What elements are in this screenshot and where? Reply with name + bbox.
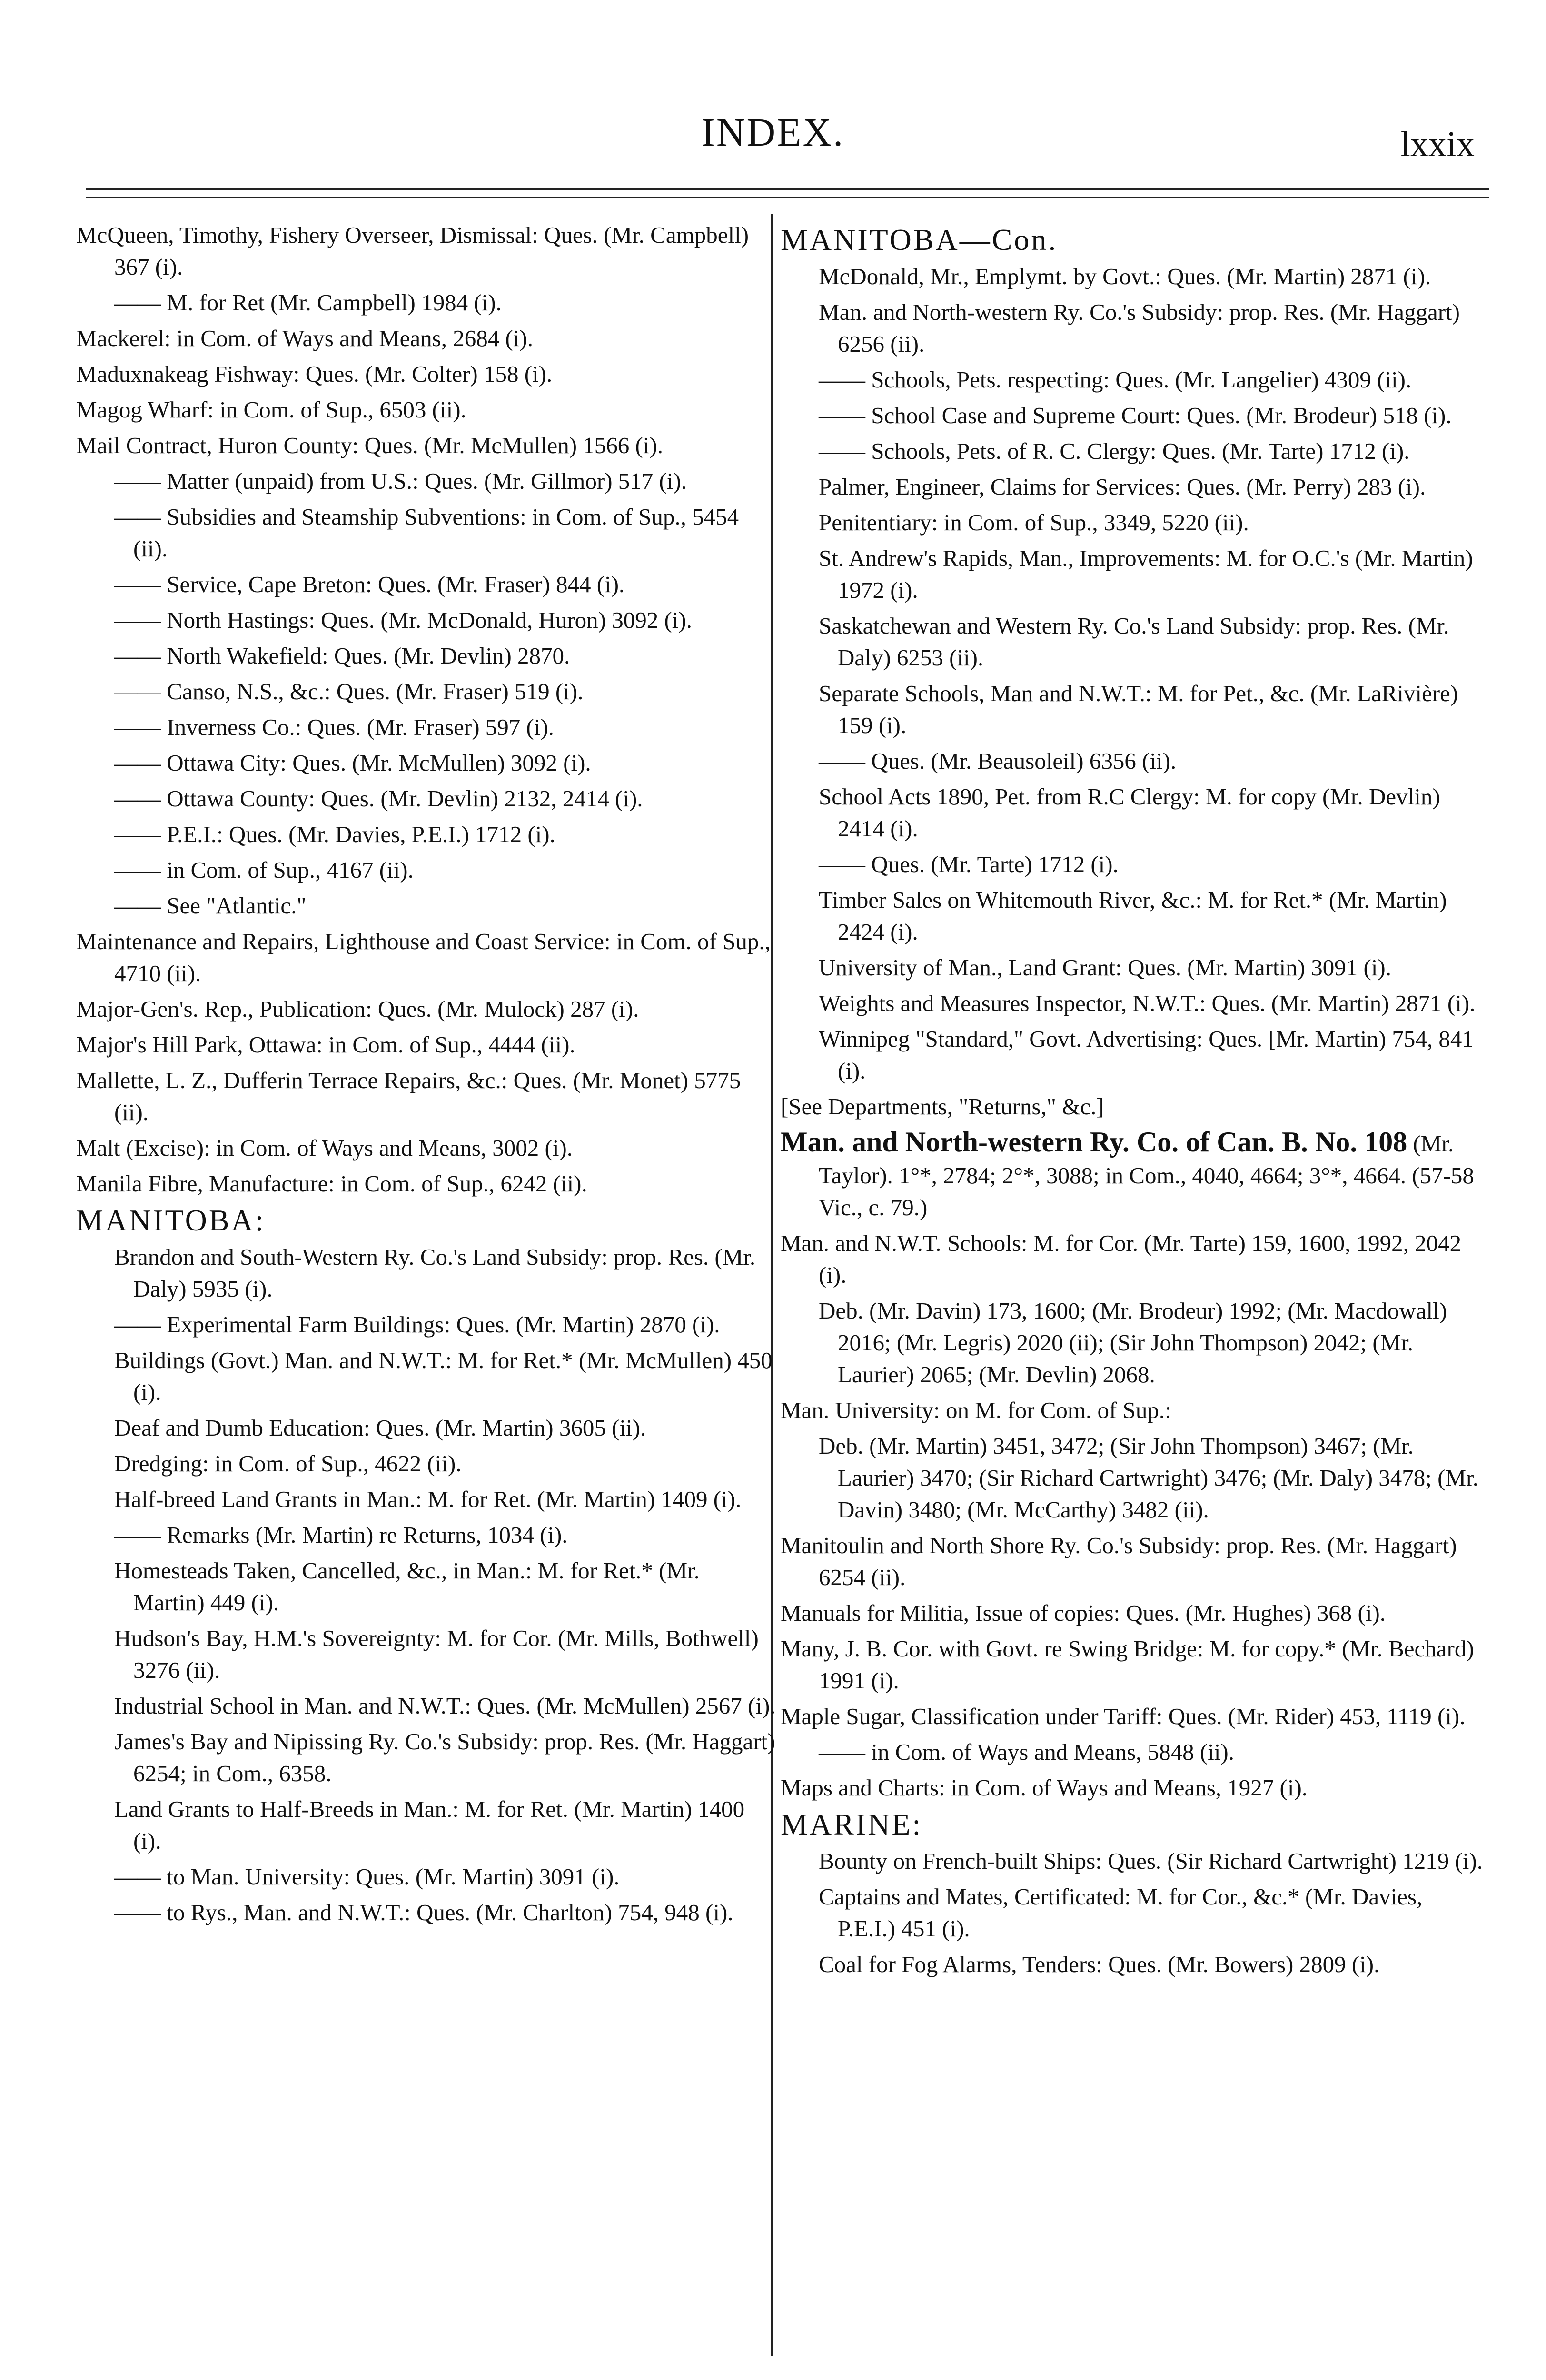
index-entry: McQueen, Timothy, Fishery Overseer, Dismissal: Ques. (Mr. Campbell) 367 (i).	[76, 222, 749, 280]
manitoba-subentry: —— Experimental Farm Buildings: Ques. (Mr. Martin) 2870 (i).	[114, 1311, 720, 1338]
section-heading-manitoba-con: MANITOBA—Con.	[781, 223, 1058, 257]
index-entry: Maduxnakeag Fishway: Ques. (Mr. Colter) 158 (i).	[76, 361, 553, 387]
manitoba-subentry: Buildings (Govt.) Man. and N.W.T.: M. for Ret.* (Mr. McMullen) 450 (i).	[114, 1347, 773, 1405]
index-entry: Manitoulin and North Shore Ry. Co.'s Subsidy: prop. Res. (Mr. Haggart) 6254 (ii).	[781, 1532, 1457, 1590]
index-entry: Mail Contract, Huron County: Ques. (Mr. McMullen) 1566 (i).	[76, 432, 664, 458]
left-column	[76, 219, 776, 1932]
debate-entry: Deb. (Mr. Davin) 173, 1600; (Mr. Brodeur) 1992; (Mr. Macdowall) 2016; (Mr. Legris) 2020 (ii); (Sir John Thompson) 2042; (Mr. Laurier) 2065; (Mr. Devlin) 2068.	[819, 1298, 1447, 1388]
manitoba-subentry: Man. and North-western Ry. Co.'s Subsidy: prop. Res. (Mr. Haggart) 6256 (ii).	[819, 299, 1460, 357]
manitoba-subentry: Homesteads Taken, Cancelled, &c., in Man.: M. for Ret.* (Mr. Martin) 449 (i).	[114, 1557, 700, 1616]
manitoba-subentry: Winnipeg "Standard," Govt. Advertising: Ques. [Mr. Martin) 754, 841 (i).	[819, 1026, 1474, 1084]
manitoba-subentry: St. Andrew's Rapids, Man., Improvements: M. for O.C.'s (Mr. Martin) 1972 (i).	[819, 545, 1473, 603]
bill-title: Man. and North-western Ry. Co. of Can. B. No. 108	[781, 1126, 1407, 1158]
index-subentry: —— Inverness Co.: Ques. (Mr. Fraser) 597 (i).	[114, 714, 555, 740]
manitoba-subentry: —— Ques. (Mr. Tarte) 1712 (i).	[819, 851, 1119, 877]
index-subentry: —— Canso, N.S., &c.: Ques. (Mr. Fraser) 519 (i).	[114, 678, 584, 704]
manitoba-subentry: Palmer, Engineer, Claims for Services: Ques. (Mr. Perry) 283 (i).	[819, 474, 1426, 500]
header-rule-2	[86, 197, 1489, 198]
index-entry: Mallette, L. Z., Dufferin Terrace Repairs, &c.: Ques. (Mr. Monet) 5775 (ii).	[76, 1067, 741, 1125]
section-heading-marine: MARINE:	[781, 1807, 923, 1841]
index-entry: Mackerel: in Com. of Ways and Means, 2684 (i).	[76, 325, 533, 351]
manitoba-subentry: Brandon and South-Western Ry. Co.'s Land Subsidy: prop. Res. (Mr. Daly) 5935 (i).	[114, 1244, 756, 1302]
manitoba-subentry: Weights and Measures Inspector, N.W.T.: Ques. (Mr. Martin) 2871 (i).	[819, 990, 1476, 1016]
index-subentry: —— M. for Ret (Mr. Campbell) 1984 (i).	[114, 289, 502, 316]
debate-entry: Deb. (Mr. Martin) 3451, 3472; (Sir John Thompson) 3467; (Mr. Laurier) 3470; (Sir Richard Cartwright) 3476; (Mr. Daly) 3478; (Mr. Davin) 3480; (Mr. McCarthy) 3482 (ii).	[819, 1433, 1478, 1523]
see-also-note: [See Departments, "Returns," &c.]	[781, 1093, 1104, 1120]
manitoba-subentry: University of Man., Land Grant: Ques. (Mr. Martin) 3091 (i).	[819, 954, 1391, 981]
manitoba-subentry: Penitentiary: in Com. of Sup., 3349, 5220 (ii).	[819, 509, 1249, 536]
index-subentry: —— in Com. of Ways and Means, 5848 (ii).	[819, 1739, 1234, 1765]
index-subentry: —— Subsidies and Steamship Subventions: in Com. of Sup., 5454 (ii).	[114, 504, 739, 562]
index-subentry: —— Ottawa City: Ques. (Mr. McMullen) 3092 (i).	[114, 750, 591, 776]
manitoba-subentry: Hudson's Bay, H.M.'s Sovereignty: M. for Cor. (Mr. Mills, Bothwell) 3276 (ii).	[114, 1625, 759, 1683]
marine-subentry: Coal for Fog Alarms, Tenders: Ques. (Mr. Bowers) 2809 (i).	[819, 1951, 1380, 1977]
index-entry: Magog Wharf: in Com. of Sup., 6503 (ii).	[76, 397, 466, 423]
manitoba-subentry: —— School Case and Supreme Court: Ques. (Mr. Brodeur) 518 (i).	[819, 402, 1452, 428]
index-subentry: —— P.E.I.: Ques. (Mr. Davies, P.E.I.) 1712 (i).	[114, 821, 555, 847]
manitoba-subentry: —— Remarks (Mr. Martin) re Returns, 1034 (i).	[114, 1522, 568, 1548]
index-subentry: —— Ottawa County: Ques. (Mr. Devlin) 2132, 2414 (i).	[114, 785, 643, 812]
manitoba-subentry: James's Bay and Nipissing Ry. Co.'s Subsidy: prop. Res. (Mr. Haggart) 6254; in Com., 6358.	[114, 1728, 775, 1786]
manitoba-subentry: —— to Man. University: Ques. (Mr. Martin) 3091 (i).	[114, 1864, 620, 1890]
index-entry: Manila Fibre, Manufacture: in Com. of Sup., 6242 (ii).	[76, 1170, 587, 1197]
page-header	[0, 0, 1546, 205]
manitoba-subentry: McDonald, Mr., Emplymt. by Govt.: Ques. (Mr. Martin) 2871 (i).	[819, 263, 1431, 289]
index-subentry: —— See "Atlantic."	[114, 892, 307, 919]
page-number: lxxix	[1400, 124, 1475, 164]
manitoba-subentry: School Acts 1890, Pet. from R.C Clergy: M. for copy (Mr. Devlin) 2414 (i).	[819, 783, 1440, 842]
index-subentry: —— Matter (unpaid) from U.S.: Ques. (Mr. Gillmor) 517 (i).	[114, 468, 687, 494]
index-entry: Maps and Charts: in Com. of Ways and Means, 1927 (i).	[781, 1775, 1308, 1801]
manitoba-subentry: —— Schools, Pets. respecting: Ques. (Mr. Langelier) 4309 (ii).	[819, 367, 1412, 393]
marine-subentry: Bounty on French-built Ships: Ques. (Sir Richard Cartwright) 1219 (i).	[819, 1848, 1483, 1874]
right-column	[781, 219, 1485, 1984]
index-entry: Man. and N.W.T. Schools: M. for Cor. (Mr. Tarte) 159, 1600, 1992, 2042 (i).	[781, 1230, 1462, 1288]
manitoba-subentry: Half-breed Land Grants in Man.: M. for Ret. (Mr. Martin) 1409 (i).	[114, 1486, 742, 1512]
index-subentry: —— in Com. of Sup., 4167 (ii).	[114, 857, 414, 883]
index-subentry: —— North Hastings: Ques. (Mr. McDonald, Huron) 3092 (i).	[114, 607, 692, 633]
manitoba-subentry: Separate Schools, Man and N.W.T.: M. for Pet., &c. (Mr. LaRivière) 159 (i).	[819, 680, 1458, 738]
index-entry: Man. University: on M. for Com. of Sup.:	[781, 1397, 1171, 1423]
index-entry: Maintenance and Repairs, Lighthouse and Coast Service: in Com. of Sup., 4710 (ii).	[76, 928, 771, 986]
manitoba-subentry: Timber Sales on Whitemouth River, &c.: M. for Ret.* (Mr. Martin) 2424 (i).	[819, 887, 1447, 945]
index-subentry: —— Service, Cape Breton: Ques. (Mr. Fraser) 844 (i).	[114, 571, 625, 597]
header-rule	[86, 188, 1489, 190]
manitoba-subentry: Deaf and Dumb Education: Ques. (Mr. Martin) 3605 (ii).	[114, 1415, 646, 1441]
manitoba-subentry: —— to Rys., Man. and N.W.T.: Ques. (Mr. Charlton) 754, 948 (i).	[114, 1899, 733, 1925]
index-entry: Major's Hill Park, Ottawa: in Com. of Sup., 4444 (ii).	[76, 1031, 575, 1058]
index-subentry: —— North Wakefield: Ques. (Mr. Devlin) 2870.	[114, 643, 570, 669]
manitoba-subentry: —— Schools, Pets. of R. C. Clergy: Ques. (Mr. Tarte) 1712 (i).	[819, 438, 1410, 464]
manitoba-subentry: Land Grants to Half-Breeds in Man.: M. for Ret. (Mr. Martin) 1400 (i).	[114, 1796, 745, 1854]
manitoba-subentry: Industrial School in Man. and N.W.T.: Ques. (Mr. McMullen) 2567 (i).	[114, 1693, 776, 1719]
manitoba-subentry: Saskatchewan and Western Ry. Co.'s Land Subsidy: prop. Res. (Mr. Daly) 6253 (ii).	[819, 613, 1449, 671]
index-entry: Maple Sugar, Classification under Tariff: Ques. (Mr. Rider) 453, 1119 (i).	[781, 1703, 1466, 1729]
index-entry: Many, J. B. Cor. with Govt. re Swing Bridge: M. for copy.* (Mr. Bechard) 1991 (i).	[781, 1636, 1474, 1694]
manitoba-subentry: —— Ques. (Mr. Beausoleil) 6356 (ii).	[819, 748, 1177, 774]
section-heading-manitoba: MANITOBA:	[76, 1203, 266, 1237]
bill-detail: (Mr. Taylor). 1°*, 2784; 2°*, 3088; in Com., 4040, 4664; 3°*, 4664. (57-58 Vic., c. 79.)	[819, 1130, 1474, 1220]
page-title: INDEX.	[701, 110, 845, 155]
bill-entry	[781, 1126, 1485, 1223]
index-entry: Manuals for Militia, Issue of copies: Ques. (Mr. Hughes) 368 (i).	[781, 1600, 1386, 1626]
index-entry: Major-Gen's. Rep., Publication: Ques. (Mr. Mulock) 287 (i).	[76, 996, 639, 1022]
marine-subentry: Captains and Mates, Certificated: M. for Cor., &c.* (Mr. Davies, P.E.I.) 451 (i).	[819, 1884, 1423, 1942]
index-entry: Malt (Excise): in Com. of Ways and Means, 3002 (i).	[76, 1135, 573, 1161]
manitoba-subentry: Dredging: in Com. of Sup., 4622 (ii).	[114, 1450, 462, 1477]
